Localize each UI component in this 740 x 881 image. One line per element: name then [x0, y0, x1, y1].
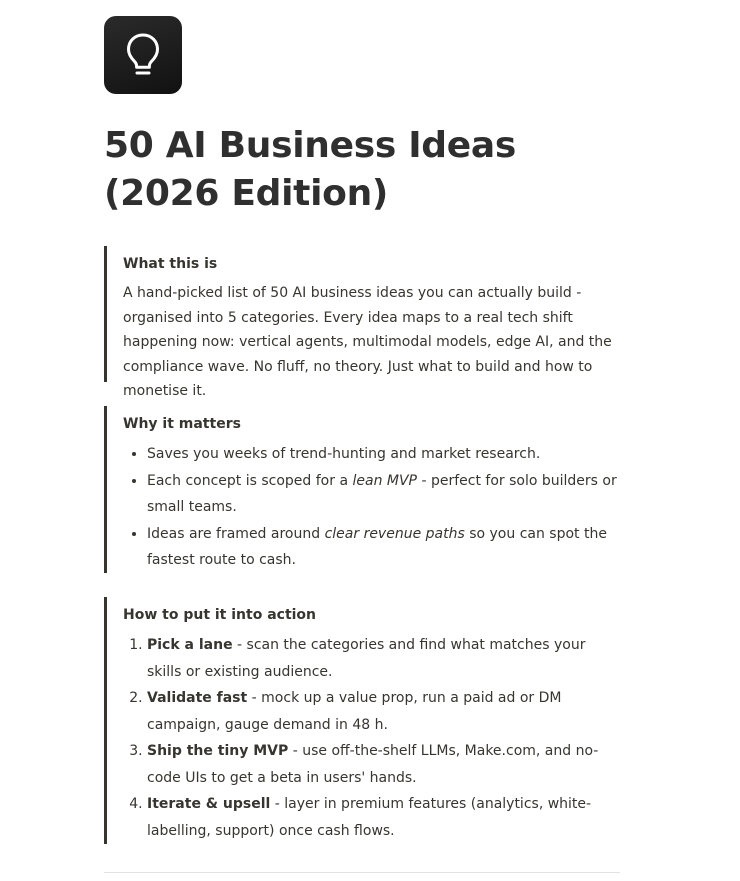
- list-item-emphasis: clear revenue paths: [324, 525, 465, 542]
- callout-how-to-put-it-into-action: [104, 597, 620, 844]
- callout-what-this-is: [104, 246, 620, 399]
- callout-heading: What this is: [123, 256, 218, 272]
- callout-heading: How to put it into action: [123, 607, 317, 623]
- callout-body: A hand-picked list of 50 AI business ideas you can actually build - organised into 5 categories. Every idea maps to a real tech shift happening now: vertical agents, multimodal models, edge AI, and the compliance wave. No fluff, no theory. Just what to build and how to monetise it.: [123, 285, 612, 399]
- step-text: - use off-the-shelf LLMs, Make.com, and no-code UIs to get a beta in users' hands.: [147, 743, 599, 786]
- list-item-text: Saves you weeks of trend-hunting and market research.: [147, 446, 541, 462]
- lightbulb-icon: [126, 33, 160, 77]
- step-title: Pick a lane: [147, 637, 233, 653]
- numbered-list: [123, 632, 620, 844]
- page-title-line: (2026 Edition): [104, 173, 389, 214]
- list-item-text: Ideas are framed around: [147, 525, 325, 542]
- list-item-text: - perfect for solo builders or small teams.: [147, 472, 617, 515]
- list-item: [147, 738, 620, 791]
- callout-heading: Why it matters: [123, 416, 241, 432]
- bullet-list: [123, 441, 620, 574]
- list-item-text: so you can spot the fastest route to cash.: [147, 525, 607, 568]
- list-item: [147, 521, 620, 574]
- step-text: - layer in premium features (analytics, white-labelling, support) once cash flows.: [147, 796, 592, 839]
- step-text: - mock up a value prop, run a paid ad or DM campaign, gauge demand in 48 h.: [147, 690, 562, 733]
- list-item: [147, 791, 620, 844]
- step-title: Validate fast: [147, 690, 248, 706]
- step-title: Iterate & upsell: [147, 796, 271, 812]
- page-title[interactable]: [104, 122, 620, 218]
- list-item: [147, 685, 620, 738]
- page-icon[interactable]: [104, 16, 182, 94]
- list-item: [147, 441, 620, 468]
- list-item: [147, 468, 620, 521]
- callout-why-it-matters: [104, 406, 620, 573]
- step-title: Ship the tiny MVP: [147, 743, 289, 759]
- list-item: [147, 632, 620, 685]
- page-content: [104, 16, 620, 839]
- page-title-line: 50 AI Business Ideas: [104, 125, 516, 166]
- list-item-text: Each concept is scoped for a: [147, 472, 353, 489]
- step-text: - scan the categories and find what matches your skills or existing audience.: [147, 637, 586, 680]
- divider: [104, 872, 620, 873]
- list-item-emphasis: lean MVP: [352, 472, 417, 489]
